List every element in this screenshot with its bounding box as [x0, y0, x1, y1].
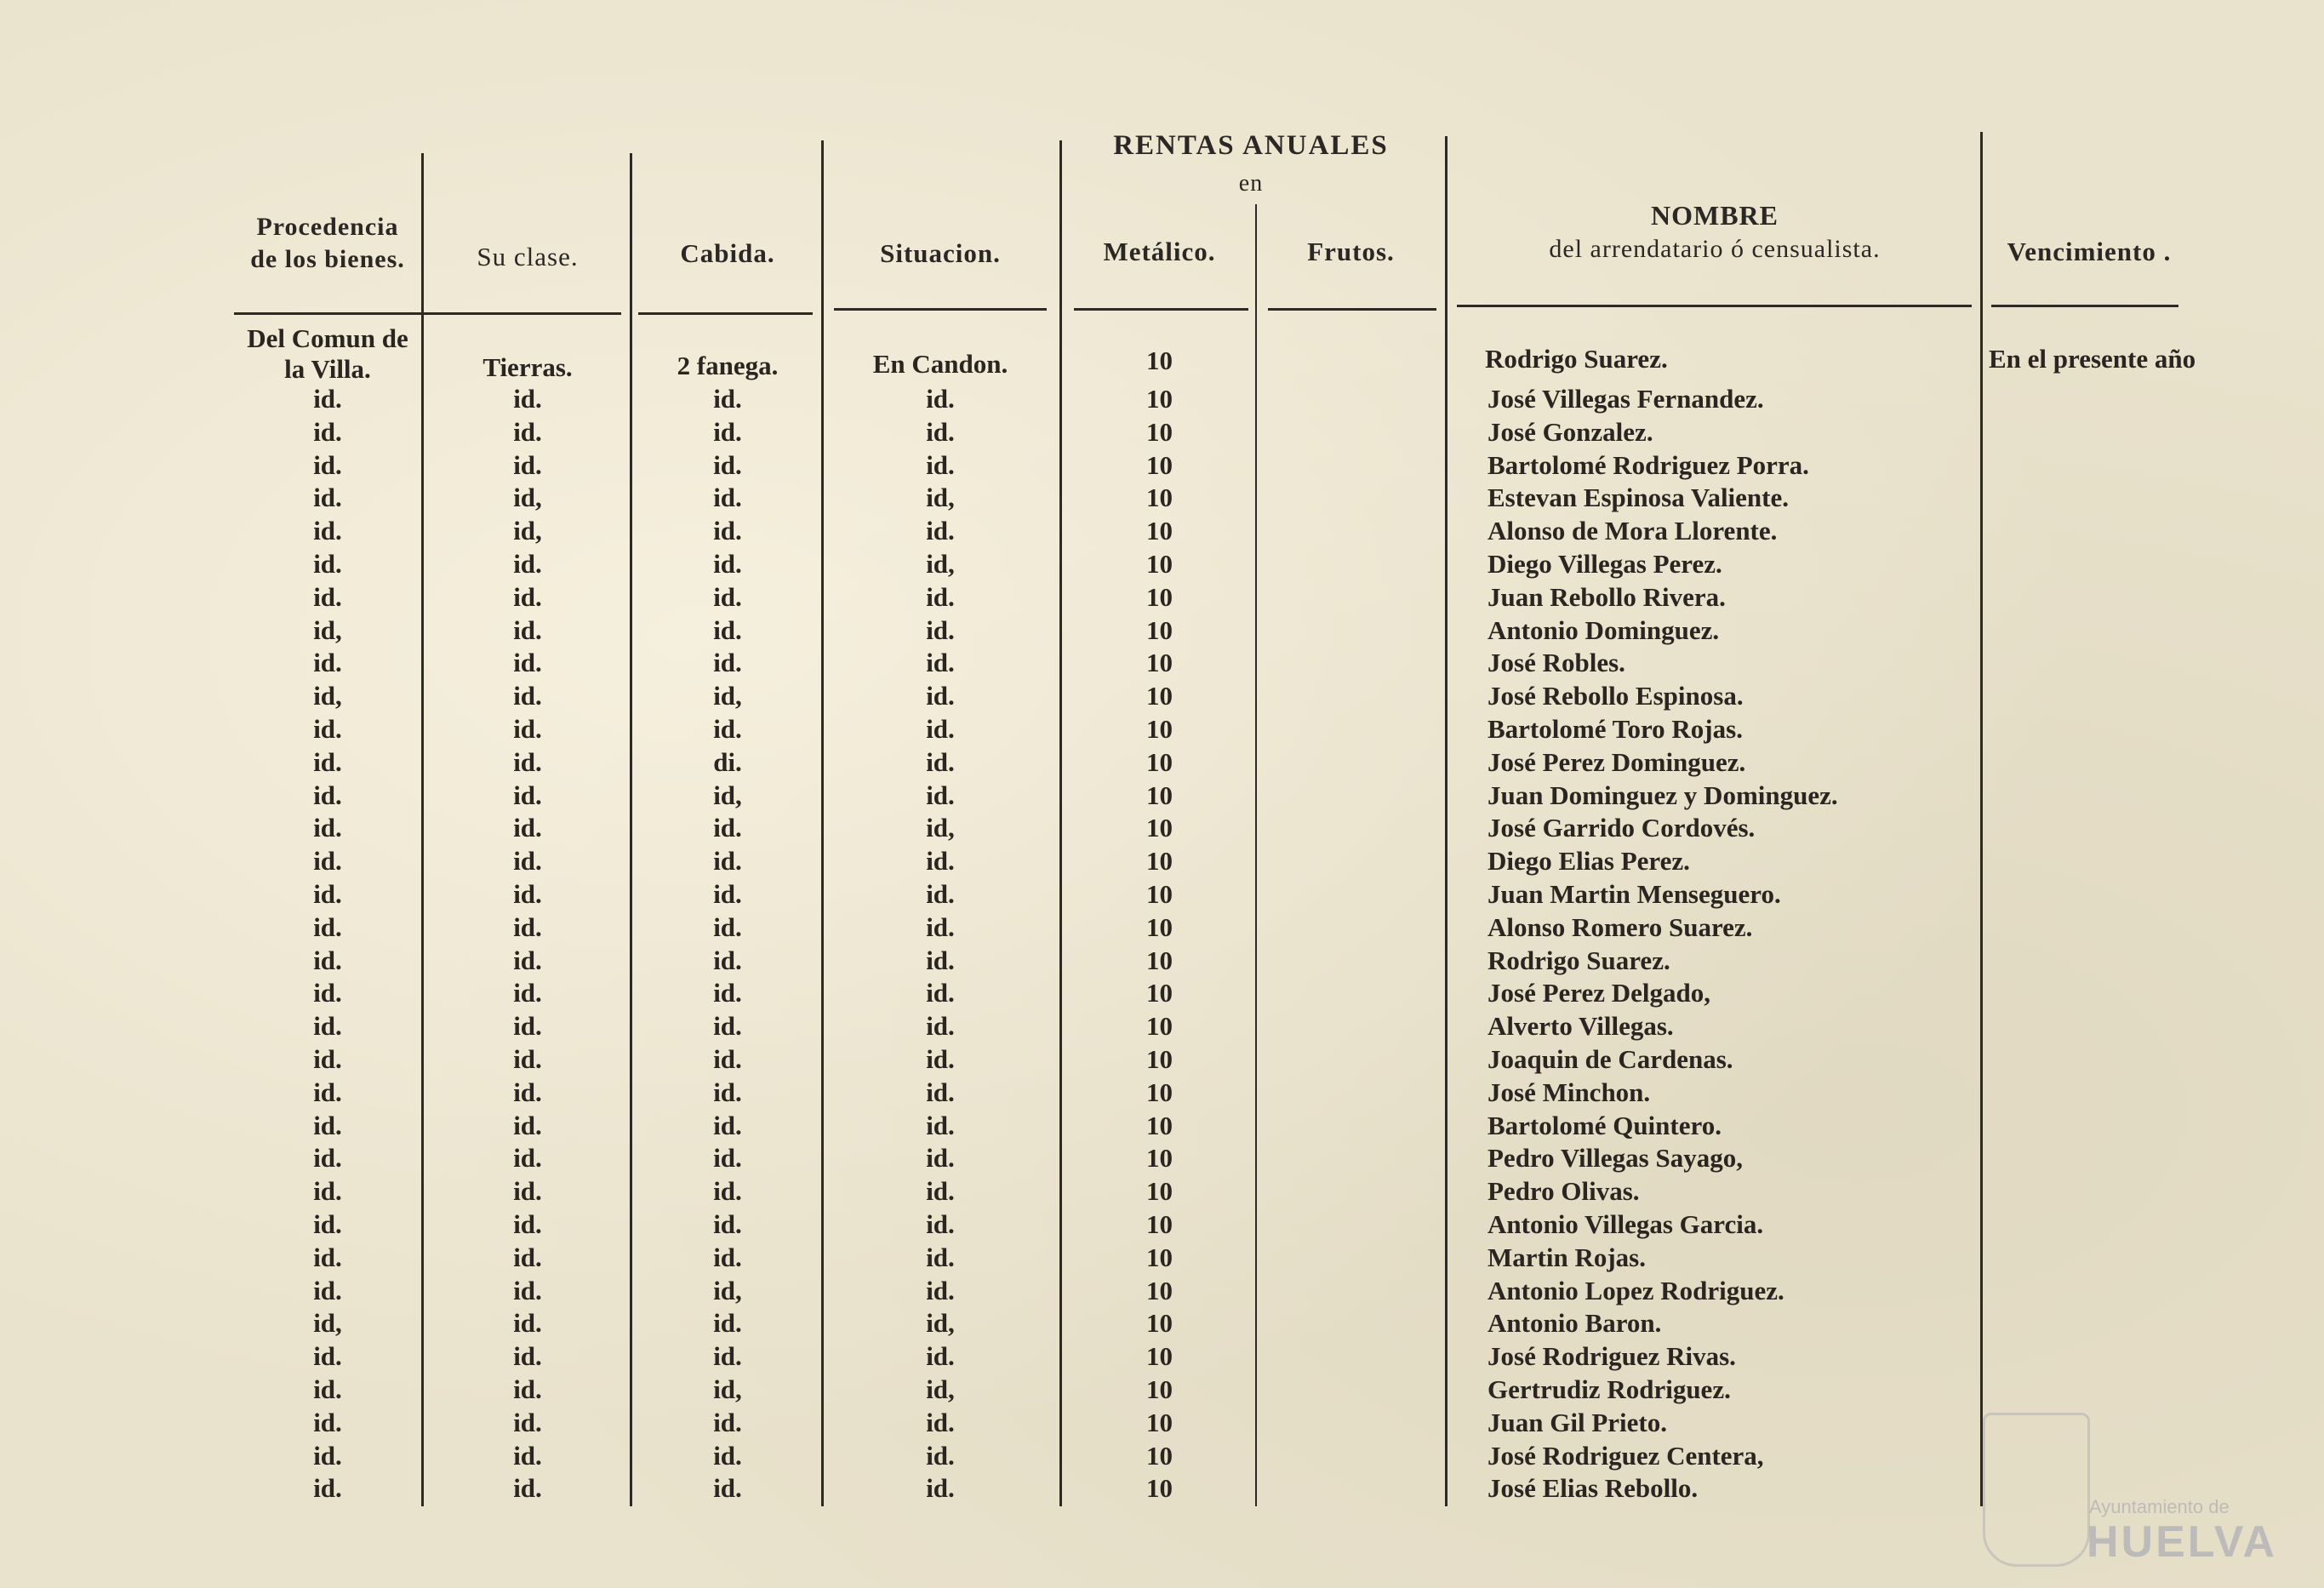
header-rule [1268, 308, 1436, 311]
header-situacion: Situacion. [880, 238, 1001, 268]
cell-clase: id. [513, 911, 542, 942]
header-rule [1991, 305, 2178, 307]
column-rule [630, 153, 632, 1506]
cell-nombre: Alonso Romero Suarez. [1487, 911, 1753, 942]
header-cabida: Cabida. [680, 238, 775, 268]
cell-nombre: Juan Gil Prieto. [1487, 1407, 1667, 1437]
column-rule [1059, 140, 1062, 1506]
cell-cabida: id. [713, 1407, 742, 1437]
cell-clase: id. [513, 945, 542, 975]
cell-metalico: 10 [1146, 1110, 1173, 1140]
cell-procedencia: id. [313, 1209, 342, 1239]
cell-situacion: id, [926, 813, 955, 843]
cell-cabida: id. [713, 581, 742, 612]
cell-clase: id. [513, 714, 542, 744]
cell-cabida: id, [713, 681, 742, 711]
cell-clase: id. [513, 1374, 542, 1404]
cell-nombre: Estevan Espinosa Valiente. [1487, 483, 1790, 513]
cell-cabida: id, [713, 780, 742, 810]
cell-cabida: id. [713, 1209, 742, 1239]
cell-metalico: 10 [1146, 614, 1173, 645]
cell-metalico: 10 [1146, 813, 1173, 843]
column-rule [1445, 136, 1448, 1506]
cell-clase: id. [513, 1110, 542, 1140]
row-1-clase: Tierras. [483, 352, 573, 382]
cell-procedencia: id. [313, 780, 342, 810]
cell-nombre: Juan Rebollo Rivera. [1487, 581, 1726, 612]
cell-nombre: Antonio Lopez Rodriguez. [1487, 1275, 1784, 1305]
cell-metalico: 10 [1146, 1242, 1173, 1272]
cell-situacion: id. [926, 648, 955, 678]
row-1-situacion: En Candon. [872, 349, 1008, 379]
cell-metalico: 10 [1146, 1143, 1173, 1174]
cell-nombre: Bartolomé Quintero. [1487, 1110, 1722, 1140]
cell-cabida: id. [713, 978, 742, 1008]
row-1-metalico: 10 [1146, 346, 1173, 375]
cell-metalico: 10 [1146, 1044, 1173, 1074]
cell-situacion: id. [926, 1143, 955, 1174]
cell-cabida: id. [713, 1110, 742, 1140]
cell-cabida: id. [713, 1341, 742, 1372]
cell-nombre: José Robles. [1487, 648, 1625, 678]
header-rule [1457, 305, 1972, 307]
cell-clase: id. [513, 614, 542, 645]
cell-cabida: id. [713, 648, 742, 678]
cell-situacion: id, [926, 483, 955, 513]
cell-situacion: id. [926, 1110, 955, 1140]
cell-metalico: 10 [1146, 1209, 1173, 1239]
cell-situacion: id. [926, 581, 955, 612]
cell-clase: id. [513, 1176, 542, 1207]
cell-nombre: Diego Villegas Perez. [1487, 549, 1722, 579]
cell-metalico: 10 [1146, 945, 1173, 975]
cell-procedencia: id. [313, 581, 342, 612]
cell-situacion: id. [926, 449, 955, 480]
cell-clase: id. [513, 879, 542, 909]
cell-situacion: id. [926, 911, 955, 942]
cell-nombre: Bartolomé Rodriguez Porra. [1487, 449, 1809, 480]
cell-clase: id. [513, 1308, 542, 1339]
cell-procedencia: id. [313, 1077, 342, 1107]
cell-situacion: id. [926, 1473, 955, 1504]
cell-situacion: id. [926, 1341, 955, 1372]
cell-nombre: José Perez Delgado, [1487, 978, 1710, 1008]
cell-nombre: José Minchon. [1487, 1077, 1651, 1107]
cell-metalico: 10 [1146, 1176, 1173, 1207]
cell-metalico: 10 [1146, 416, 1173, 447]
cell-metalico: 10 [1146, 549, 1173, 579]
cell-procedencia: id. [313, 1374, 342, 1404]
column-rule [1255, 204, 1257, 1506]
cell-nombre: José Elias Rebollo. [1487, 1473, 1699, 1504]
cell-cabida: id. [713, 846, 742, 877]
cell-nombre: Juan Dominguez y Dominguez. [1487, 780, 1838, 810]
cell-situacion: id. [926, 978, 955, 1008]
cell-procedencia: id, [313, 614, 342, 645]
cell-nombre: Pedro Villegas Sayago, [1487, 1143, 1743, 1174]
cell-cabida: id. [713, 614, 742, 645]
cell-clase: id. [513, 449, 542, 480]
cell-situacion: id. [926, 846, 955, 877]
cell-clase: id. [513, 846, 542, 877]
cell-cabida: id. [713, 879, 742, 909]
cell-situacion: id. [926, 1275, 955, 1305]
cell-procedencia: id. [313, 879, 342, 909]
cell-nombre: Antonio Baron. [1487, 1308, 1662, 1339]
header-procedencia-line1: Procedencia [256, 213, 399, 241]
cell-nombre: José Gonzalez. [1487, 416, 1653, 447]
cell-situacion: id. [926, 416, 955, 447]
cell-situacion: id. [926, 1242, 955, 1272]
cell-cabida: id. [713, 1440, 742, 1471]
cell-cabida: id. [713, 813, 742, 843]
header-procedencia-line2: de los bienes. [250, 245, 405, 273]
cell-situacion: id, [926, 549, 955, 579]
cell-situacion: id. [926, 746, 955, 777]
cell-cabida: id. [713, 416, 742, 447]
cell-cabida: id. [713, 449, 742, 480]
cell-cabida: id. [713, 1143, 742, 1174]
cell-metalico: 10 [1146, 978, 1173, 1008]
cell-procedencia: id. [313, 1407, 342, 1437]
row-1-procedencia-line2: la Villa. [284, 354, 371, 384]
cell-metalico: 10 [1146, 1275, 1173, 1305]
cell-cabida: id. [713, 516, 742, 546]
cell-procedencia: id. [313, 846, 342, 877]
row-1-vencimiento: En el presente año [1989, 344, 2196, 374]
cell-cabida: id. [713, 1077, 742, 1107]
cell-procedencia: id. [313, 945, 342, 975]
cell-nombre: Rodrigo Suarez. [1487, 945, 1670, 975]
cell-situacion: id. [926, 780, 955, 810]
cell-metalico: 10 [1146, 1374, 1173, 1404]
cell-situacion: id. [926, 516, 955, 546]
row-1-procedencia [230, 323, 425, 385]
cell-situacion: id. [926, 681, 955, 711]
cell-clase: id. [513, 384, 542, 414]
cell-clase: id. [513, 681, 542, 711]
cell-metalico: 10 [1146, 581, 1173, 612]
cell-cabida: id. [713, 1473, 742, 1504]
cell-clase: id. [513, 1341, 542, 1372]
cell-nombre: Pedro Olivas. [1487, 1176, 1640, 1207]
cell-procedencia: id. [313, 746, 342, 777]
header-rule [234, 312, 621, 315]
cell-cabida: id. [713, 714, 742, 744]
cell-metalico: 10 [1146, 846, 1173, 877]
cell-procedencia: id. [313, 1341, 342, 1372]
cell-procedencia: id. [313, 516, 342, 546]
cell-clase: id. [513, 1473, 542, 1504]
header-rule [638, 312, 813, 315]
cell-nombre: Antonio Villegas Garcia. [1487, 1209, 1764, 1239]
cell-procedencia: id. [313, 549, 342, 579]
cell-clase: id. [513, 581, 542, 612]
cell-metalico: 10 [1146, 1440, 1173, 1471]
cell-situacion: id. [926, 1077, 955, 1107]
cell-nombre: Gertrudiz Rodriguez. [1487, 1374, 1731, 1404]
cell-cabida: id. [713, 384, 742, 414]
cell-cabida: id. [713, 1242, 742, 1272]
cell-clase: id. [513, 416, 542, 447]
cell-procedencia: id, [313, 1308, 342, 1339]
cell-metalico: 10 [1146, 911, 1173, 942]
header-vencimiento: Vencimiento . [2007, 237, 2172, 266]
cell-procedencia: id. [313, 1275, 342, 1305]
cell-metalico: 10 [1146, 1341, 1173, 1372]
cell-clase: id. [513, 746, 542, 777]
cell-procedencia: id, [313, 681, 342, 711]
cell-nombre: José Garrido Cordovés. [1487, 813, 1756, 843]
cell-nombre: José Rodriguez Rivas. [1487, 1341, 1736, 1372]
cell-cabida: id. [713, 1011, 742, 1042]
cell-procedencia: id. [313, 1044, 342, 1074]
cell-cabida: id, [713, 1374, 742, 1404]
cell-metalico: 10 [1146, 714, 1173, 744]
cell-nombre: Joaquin de Cardenas. [1487, 1044, 1733, 1074]
cell-situacion: id, [926, 1308, 955, 1339]
cell-clase: id. [513, 780, 542, 810]
cell-metalico: 10 [1146, 483, 1173, 513]
header-clase: Su clase. [477, 242, 579, 271]
cell-situacion: id. [926, 1407, 955, 1437]
cell-procedencia: id. [313, 449, 342, 480]
cell-metalico: 10 [1146, 1407, 1173, 1437]
cell-situacion: id. [926, 1440, 955, 1471]
cell-clase: id. [513, 1275, 542, 1305]
cell-cabida: id. [713, 483, 742, 513]
cell-nombre: Juan Martin Menseguero. [1487, 879, 1781, 909]
header-rentas: RENTAS ANUALES [1113, 130, 1389, 161]
cell-nombre: Antonio Dominguez. [1487, 614, 1720, 645]
cell-clase: id. [513, 1044, 542, 1074]
cell-cabida: di. [713, 746, 742, 777]
cell-clase: id. [513, 1209, 542, 1239]
cell-procedencia: id. [313, 416, 342, 447]
cell-nombre: Alverto Villegas. [1487, 1011, 1674, 1042]
row-1-cabida: 2 fanega. [677, 351, 779, 380]
cell-procedencia: id. [313, 1242, 342, 1272]
cell-situacion: id. [926, 1209, 955, 1239]
cell-metalico: 10 [1146, 449, 1173, 480]
cell-situacion: id. [926, 1176, 955, 1207]
cell-procedencia: id. [313, 1176, 342, 1207]
row-1-procedencia-line1: Del Comun de [247, 323, 408, 353]
archive-seal [1983, 1413, 2090, 1567]
header-frutos: Frutos. [1307, 237, 1395, 266]
cell-situacion: id. [926, 945, 955, 975]
cell-clase: id. [513, 648, 542, 678]
cell-metalico: 10 [1146, 681, 1173, 711]
cell-procedencia: id. [313, 483, 342, 513]
cell-clase: id, [513, 516, 542, 546]
cell-clase: id. [513, 813, 542, 843]
cell-cabida: id, [713, 1275, 742, 1305]
cell-cabida: id. [713, 549, 742, 579]
header-rule [1074, 308, 1248, 311]
cell-procedencia: id. [313, 1143, 342, 1174]
cell-cabida: id. [713, 911, 742, 942]
cell-procedencia: id. [313, 978, 342, 1008]
cell-situacion: id. [926, 714, 955, 744]
cell-procedencia: id. [313, 1473, 342, 1504]
cell-clase: id. [513, 978, 542, 1008]
cell-nombre: Martin Rojas. [1487, 1242, 1646, 1272]
cell-nombre: José Perez Dominguez. [1487, 746, 1746, 777]
cell-metalico: 10 [1146, 780, 1173, 810]
cell-clase: id. [513, 1143, 542, 1174]
cell-nombre: José Rodriguez Centera, [1487, 1440, 1764, 1471]
cell-clase: id. [513, 549, 542, 579]
row-1-nombre: Rodrigo Suarez. [1485, 344, 1668, 374]
header-nombre [1451, 200, 1979, 264]
cell-clase: id. [513, 1242, 542, 1272]
cell-metalico: 10 [1146, 1011, 1173, 1042]
cell-nombre: José Villegas Fernandez. [1487, 384, 1764, 414]
cell-procedencia: id. [313, 384, 342, 414]
cell-nombre: Alonso de Mora Llorente. [1487, 516, 1778, 546]
cell-procedencia: id. [313, 911, 342, 942]
cell-metalico: 10 [1146, 648, 1173, 678]
cell-clase: id. [513, 1011, 542, 1042]
header-rule [834, 308, 1047, 311]
cell-metalico: 10 [1146, 1308, 1173, 1339]
header-procedencia [230, 211, 425, 276]
cell-situacion: id, [926, 1374, 955, 1404]
column-rule [1980, 132, 1983, 1506]
cell-situacion: id. [926, 1044, 955, 1074]
cell-clase: id. [513, 1077, 542, 1107]
cell-nombre: José Rebollo Espinosa. [1487, 681, 1744, 711]
cell-procedencia: id. [313, 813, 342, 843]
cell-procedencia: id. [313, 1110, 342, 1140]
cell-metalico: 10 [1146, 516, 1173, 546]
cell-situacion: id. [926, 384, 955, 414]
header-nombre-line1: NOMBRE [1651, 200, 1779, 231]
cell-cabida: id. [713, 1176, 742, 1207]
header-nombre-line2: del arrendatario ó censualista. [1549, 235, 1881, 263]
cell-nombre: Bartolomé Toro Rojas. [1487, 714, 1743, 744]
cell-procedencia: id. [313, 714, 342, 744]
watermark-line1: Ayuntamiento de [2089, 1496, 2230, 1517]
cell-procedencia: id. [313, 1011, 342, 1042]
cell-nombre: Diego Elias Perez. [1487, 846, 1690, 877]
header-en: en [1238, 170, 1264, 197]
cell-metalico: 10 [1146, 879, 1173, 909]
cell-clase: id. [513, 1407, 542, 1437]
cell-cabida: id. [713, 1044, 742, 1074]
cell-procedencia: id. [313, 1440, 342, 1471]
cell-clase: id, [513, 483, 542, 513]
cell-situacion: id. [926, 614, 955, 645]
header-metalico: Metálico. [1103, 237, 1216, 266]
cell-metalico: 10 [1146, 384, 1173, 414]
cell-cabida: id. [713, 1308, 742, 1339]
cell-metalico: 10 [1146, 746, 1173, 777]
cell-procedencia: id. [313, 648, 342, 678]
cell-metalico: 10 [1146, 1077, 1173, 1107]
cell-situacion: id. [926, 1011, 955, 1042]
cell-clase: id. [513, 1440, 542, 1471]
cell-cabida: id. [713, 945, 742, 975]
cell-situacion: id. [926, 879, 955, 909]
cell-metalico: 10 [1146, 1473, 1173, 1504]
watermark-line2: HUELVA [2087, 1517, 2278, 1567]
